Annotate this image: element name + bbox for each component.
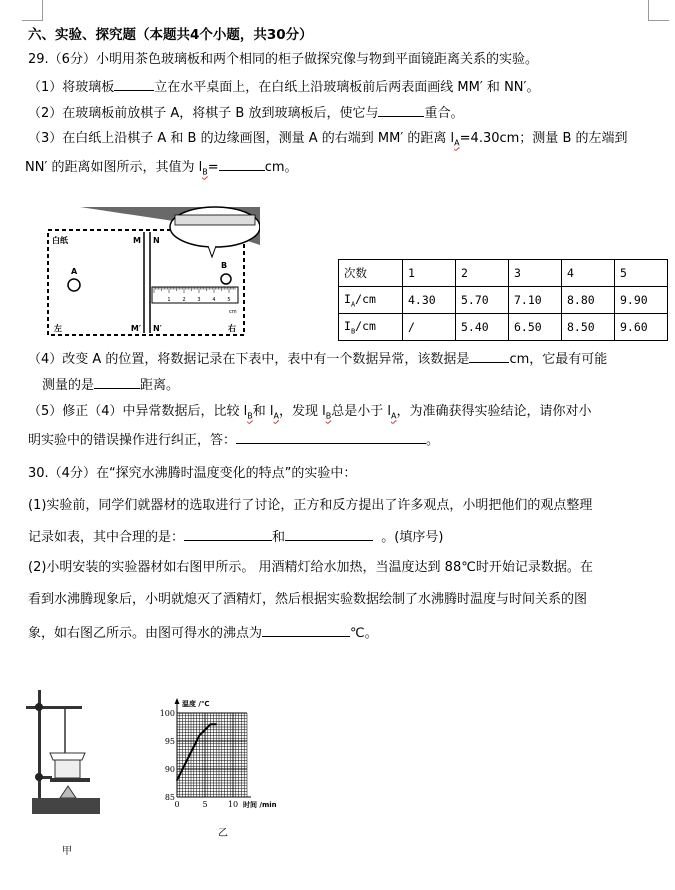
- table-cell: 4.30: [403, 287, 456, 314]
- row-label-la: [339, 287, 403, 314]
- y-tick-label: 90: [164, 765, 175, 774]
- subscript: A: [391, 411, 397, 421]
- q30-part2-line2: 看到水沸腾现象后，小明就熄灭了酒精灯，然后根据实验数据绘制了水沸腾时温度与时间关系的图: [28, 592, 588, 607]
- q29-part5-text-d: 总是小于 l: [331, 404, 392, 419]
- temperature-time-chart: [155, 695, 300, 825]
- table-cell: 6.50: [509, 314, 562, 341]
- data-point: [182, 768, 184, 770]
- y-axis-arrow-icon: [175, 698, 180, 704]
- row-label-unit: /cm: [355, 318, 376, 333]
- table-header-cell: 1: [403, 260, 456, 287]
- q29-part1-text-b: 立在水平桌面上，在白纸上沿玻璃板前后两表面画线 MM′ 和 NN′。: [154, 80, 540, 95]
- q29-part1-text-a: （1）将玻璃板: [28, 80, 115, 95]
- q29-part5-line2: [28, 431, 439, 449]
- piece-b: [221, 274, 231, 284]
- label-b: B: [221, 261, 228, 270]
- q30-part1-text-b: 记录如表，其中合理的是：: [28, 530, 185, 545]
- measurement-table: [338, 259, 668, 341]
- q29-part3-text-a: （3）在白纸上沿棋子 A 和 B 的边缘画图，测量 A 的右端到 MM′ 的距离 l: [28, 131, 455, 146]
- q30-part2-text-d: ℃。: [350, 626, 378, 641]
- mirror-experiment-figure: [40, 205, 260, 340]
- q29-part1-blank[interactable]: [114, 78, 154, 91]
- q29-part4-text-a: （4）改变 A 的位置，将数据记录在下表中，表中有一个数据异常，该数据是: [28, 352, 470, 367]
- data-point: [199, 735, 201, 737]
- q29-part1: [28, 78, 539, 96]
- label-right: 右: [228, 324, 236, 333]
- section-title: 六、实验、探究题（本题共4个小题，共30分）: [28, 27, 313, 43]
- table-cell: 9.60: [615, 314, 668, 341]
- q29-part5-text-b: 和 l: [252, 404, 274, 419]
- table-row: [339, 314, 668, 341]
- chart-grid: [177, 713, 247, 797]
- q30-part2-line3: [28, 624, 378, 642]
- q29-part3-line1: [28, 131, 628, 152]
- subscript: B: [247, 411, 253, 421]
- x-tick-label: 10: [227, 800, 239, 809]
- table-header-cell: 2: [456, 260, 509, 287]
- q30-part1-line2: [28, 528, 443, 546]
- row-label-main: I: [344, 318, 351, 333]
- q29-part5-text-a: （5）修正（4）中异常数据后，比较 l: [28, 404, 248, 419]
- q29-part3-text-e: cm。: [264, 160, 298, 175]
- data-point: [204, 729, 206, 731]
- q29-header: 29.（6分）小明用茶色玻璃板和两个相同的柜子做探究像与物到平面镜距离关系的实验。: [28, 52, 538, 67]
- y-axis-label: 温度 /℃: [182, 700, 210, 708]
- label-left: 左: [54, 324, 62, 333]
- subscript: B: [325, 411, 332, 421]
- page-corner-mark-right: [648, 0, 669, 21]
- q30-part1-text-d: 。(填序号): [381, 530, 444, 545]
- table-cell: 9.90: [615, 287, 668, 314]
- q29-part4-blank-distance[interactable]: [94, 376, 140, 389]
- q29-part4-text-b: cm，它最有可能: [509, 352, 608, 367]
- q29-part3-blank[interactable]: [219, 158, 265, 171]
- q29-part5-text-e: ，为准确获得实验结论，请你对小: [396, 404, 592, 419]
- q29-part3-line2: [25, 158, 298, 181]
- bubble-pointer: [208, 246, 216, 257]
- boiling-apparatus-figure: [20, 688, 115, 828]
- label-n-prime: N′: [153, 324, 162, 333]
- q30-part2-line1: (2)小明安装的实验器材如右图甲所示。 用酒精灯给水加热，当温度达到 88℃时开始记录数据。在: [28, 560, 593, 575]
- alcohol-lamp: [60, 786, 76, 798]
- table-header-cell: 5: [615, 260, 668, 287]
- q29-part3-text-b: =4.30cm；测量 B 的左端到: [459, 131, 628, 146]
- q29-part4-blank-value[interactable]: [469, 350, 509, 363]
- label-ruler-unit: cm: [229, 309, 237, 315]
- label-paper: 白纸: [52, 236, 68, 245]
- magnifier-bubble: [170, 207, 260, 247]
- ruler: [152, 287, 238, 303]
- q30-part1-blank-1[interactable]: [184, 528, 272, 541]
- ruler-tick-label: 4: [212, 297, 216, 303]
- subscript: A: [273, 411, 280, 421]
- q30-part1-text-c: 和: [272, 530, 286, 545]
- subscript-b: B: [202, 167, 208, 177]
- y-tick-label: 100: [159, 709, 175, 718]
- q29-part5-text-f: 明实验中的错误操作进行纠正，答：: [28, 433, 237, 448]
- q29-part4-text-d: 距离。: [140, 378, 180, 393]
- q29-part4-line2: [42, 376, 179, 394]
- table-header-cell: 4: [562, 260, 615, 287]
- table-cell: 7.10: [509, 287, 562, 314]
- row-label-sub: A: [350, 300, 356, 309]
- q30-header: 30.（4分）在“探究水沸腾时温度变化的特点”的实验中：: [28, 466, 357, 481]
- clamp-knob-bottom: [35, 773, 43, 781]
- q29-part2-text-a: （2）在玻璃板前放棋子 A，将棋子 B 放到玻璃板后，使它与: [28, 106, 379, 121]
- table-cell: 5.70: [456, 287, 509, 314]
- y-tick-label: 95: [164, 737, 175, 746]
- table-cell: 8.50: [562, 314, 615, 341]
- q30-part1-blank-2[interactable]: [285, 528, 373, 541]
- x-tick-label: 5: [202, 800, 208, 809]
- q29-part5-text-c: ，发现 l: [279, 404, 326, 419]
- magnified-ruler: [175, 215, 255, 225]
- q29-part5-blank[interactable]: [236, 431, 426, 444]
- q29-part5-line1: [28, 404, 592, 425]
- table-row: [339, 287, 668, 314]
- q29-part2-text-b: 重合。: [424, 106, 464, 121]
- label-m: M: [133, 236, 141, 245]
- row-label-sub: B: [350, 327, 356, 336]
- x-axis-label: 时间 /min: [243, 801, 277, 809]
- q29-part3-text-d: =: [207, 160, 219, 175]
- subscript-a: A: [454, 138, 460, 148]
- table-cell: 5.40: [456, 314, 509, 341]
- q30-part2-blank[interactable]: [262, 624, 350, 637]
- page-corner-mark-left: [22, 0, 43, 21]
- label-n: N: [153, 236, 160, 245]
- row-label-main: I: [344, 291, 351, 306]
- label-a: A: [71, 267, 78, 276]
- ruler-tick-label: 1: [167, 297, 171, 303]
- table-header-cell: 次数: [339, 260, 403, 287]
- q29-part5-text-g: 。: [426, 433, 440, 448]
- ruler-tick-label: 5: [227, 297, 231, 303]
- beaker: [55, 760, 80, 778]
- piece-a: [68, 279, 80, 291]
- row-label-lb: [339, 314, 403, 341]
- ruler-tick-label: 3: [197, 297, 201, 303]
- y-tick-label: 85: [164, 793, 175, 802]
- q29-part4-line1: [28, 350, 607, 368]
- label-m-prime: M′: [130, 324, 141, 333]
- data-point: [215, 723, 217, 725]
- asbestos-net: [50, 778, 90, 782]
- stand-base: [32, 798, 100, 814]
- table-header-cell: 3: [509, 260, 562, 287]
- clamp-knob-top: [35, 703, 43, 711]
- q29-part2: [28, 104, 464, 122]
- data-point: [187, 757, 189, 759]
- data-point: [176, 779, 178, 781]
- q30-part1-line1: (1)实验前，同学们就器材的选取进行了讨论，正方和反方提出了许多观点，小明把他们的观点整理: [28, 498, 593, 513]
- caption-jia: 甲: [62, 846, 72, 857]
- row-label-unit: /cm: [355, 291, 376, 306]
- q29-part4-text-c: 测量的是: [42, 378, 95, 393]
- table-header-row: [339, 260, 668, 287]
- data-point: [193, 746, 195, 748]
- clamp-arm: [26, 706, 82, 709]
- q29-part2-blank[interactable]: [378, 104, 424, 117]
- table-cell: /: [403, 314, 456, 341]
- q30-part2-text-c: 象，如右图乙所示。由图可得水的沸点为: [28, 626, 263, 641]
- beaker-lid: [50, 753, 85, 760]
- caption-yi: 乙: [218, 828, 228, 839]
- data-point: [210, 723, 212, 725]
- table-cell: 8.80: [562, 287, 615, 314]
- x-tick-label: 0: [174, 800, 180, 809]
- q29-part3-text-c: NN′ 的距离如图所示，其值为 l: [25, 160, 203, 175]
- ruler-tick-label: 2: [182, 297, 186, 303]
